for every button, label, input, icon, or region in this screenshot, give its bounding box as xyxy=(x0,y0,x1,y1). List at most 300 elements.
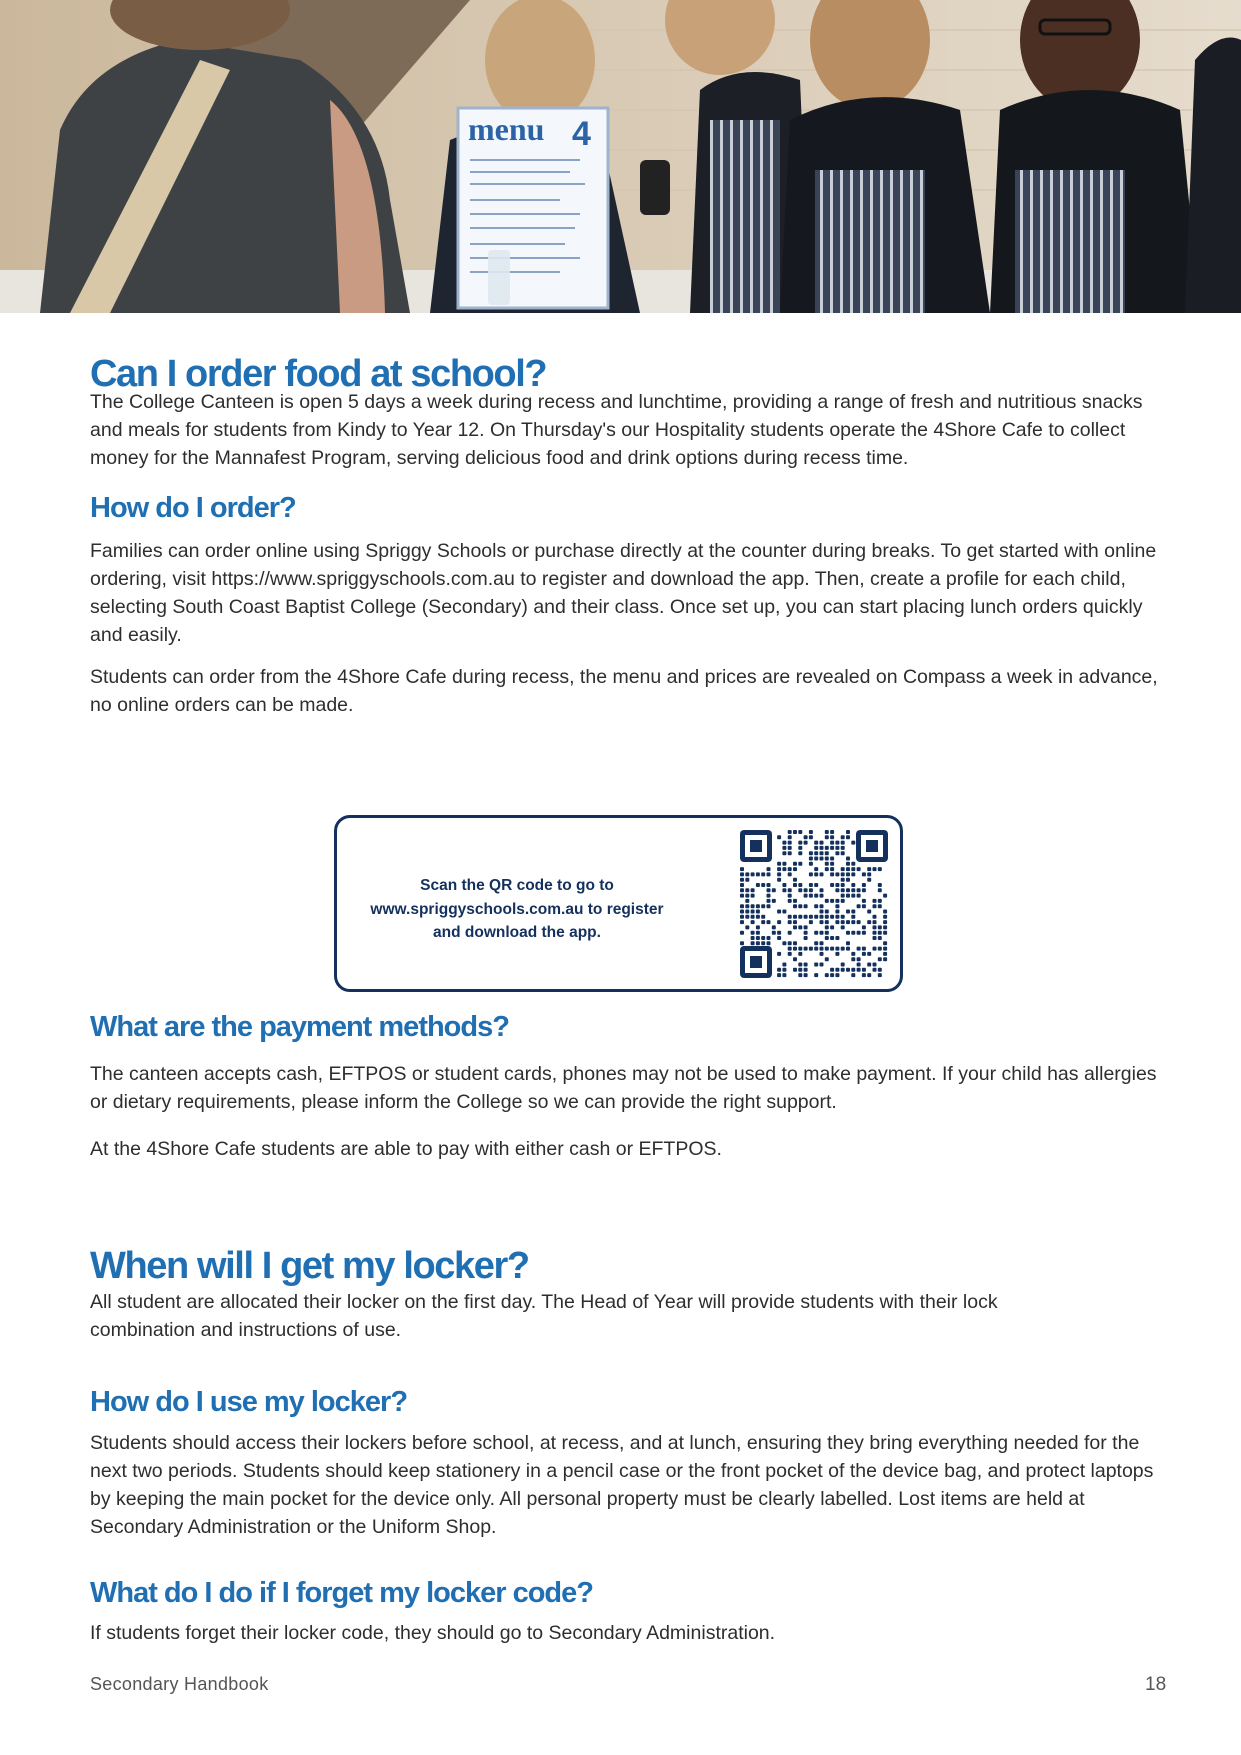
qr-module xyxy=(804,904,808,908)
qr-module xyxy=(835,846,839,850)
qr-module xyxy=(756,915,760,919)
qr-module xyxy=(835,968,839,972)
qr-module xyxy=(820,910,824,914)
qr-module xyxy=(857,931,861,935)
qr-module xyxy=(857,963,861,967)
qr-module xyxy=(740,920,744,924)
heading-forget-locker-code: What do I do if I forget my locker code? xyxy=(90,1577,593,1609)
qr-module xyxy=(756,925,760,929)
qr-module xyxy=(867,878,871,882)
heading-payment-methods: What are the payment methods? xyxy=(90,1011,509,1043)
qr-module xyxy=(841,915,845,919)
qr-module xyxy=(835,973,839,977)
qr-module xyxy=(740,941,744,945)
qr-module xyxy=(835,888,839,892)
qr-module xyxy=(878,925,882,929)
qr-module xyxy=(772,931,776,935)
qr-module xyxy=(745,915,749,919)
qr-module xyxy=(873,936,877,940)
qr-module xyxy=(830,830,834,834)
qr-module xyxy=(804,841,808,845)
qr-module xyxy=(782,851,786,855)
qr-module xyxy=(867,867,871,871)
qr-module xyxy=(814,846,818,850)
qr-module xyxy=(809,872,813,876)
qr-module xyxy=(878,973,882,977)
qr-module xyxy=(883,920,887,924)
qr-module xyxy=(883,947,887,951)
qr-module xyxy=(883,952,887,956)
qr-module xyxy=(820,963,824,967)
qr-module xyxy=(873,899,877,903)
qr-module xyxy=(862,968,866,972)
qr-module xyxy=(745,872,749,876)
qr-module xyxy=(788,920,792,924)
qr-module xyxy=(878,936,882,940)
paragraph-4shore-ordering: Students can order from the 4Shore Cafe during recess, the menu and prices are revealed on Compass a week in advance, no online orders can be made. xyxy=(90,666,1158,716)
qr-module xyxy=(804,835,808,839)
qr-module xyxy=(804,915,808,919)
qr-module xyxy=(835,947,839,951)
qr-module xyxy=(820,915,824,919)
qr-module xyxy=(841,841,845,845)
qr-module xyxy=(830,936,834,940)
qr-module xyxy=(825,851,829,855)
qr-module xyxy=(835,904,839,908)
qr-module xyxy=(782,883,786,887)
qr-module xyxy=(835,883,839,887)
qr-module xyxy=(820,872,824,876)
qr-module xyxy=(857,904,861,908)
qr-module xyxy=(756,936,760,940)
qr-module xyxy=(820,851,824,855)
qr-module xyxy=(782,973,786,977)
qr-module xyxy=(814,963,818,967)
qr-module xyxy=(788,835,792,839)
paragraph-payment-options: The canteen accepts cash, EFTPOS or student cards, phones may not be used to make payment. If your child has allergies or dietary requirements, please inform the College so we can provide the right support. xyxy=(90,1063,1157,1113)
qr-module xyxy=(825,910,829,914)
qr-module xyxy=(830,872,834,876)
qr-module xyxy=(883,957,887,961)
heading-locker: When will I get my locker? xyxy=(90,1245,529,1287)
qr-module xyxy=(788,888,792,892)
qr-module xyxy=(793,830,797,834)
qr-module xyxy=(820,931,824,935)
qr-module xyxy=(745,878,749,882)
qr-module xyxy=(814,915,818,919)
qr-module xyxy=(767,920,771,924)
qr-module xyxy=(761,872,765,876)
qr-module xyxy=(745,888,749,892)
qr-module xyxy=(862,872,866,876)
qr-module xyxy=(777,973,781,977)
qr-module xyxy=(825,862,829,866)
qr-module xyxy=(798,904,802,908)
qr-module xyxy=(883,910,887,914)
qr-module xyxy=(782,968,786,972)
qr-module xyxy=(814,973,818,977)
qr-module xyxy=(793,925,797,929)
qr-module xyxy=(835,920,839,924)
qr-module xyxy=(830,867,834,871)
qr-module xyxy=(767,872,771,876)
qr-module xyxy=(851,883,855,887)
qr-module xyxy=(841,835,845,839)
qr-module xyxy=(809,894,813,898)
qr-module xyxy=(793,947,797,951)
qr-module xyxy=(841,925,845,929)
qr-module xyxy=(777,872,781,876)
qr-module xyxy=(862,931,866,935)
qr-module xyxy=(740,904,744,908)
paragraph-4shore-payment: At the 4Shore Cafe students are able to pay with either cash or EFTPOS. xyxy=(90,1138,722,1160)
qr-module xyxy=(878,883,882,887)
qr-module xyxy=(761,941,765,945)
qr-module xyxy=(857,947,861,951)
qr-module xyxy=(777,968,781,972)
qr-module xyxy=(851,872,855,876)
qr-module xyxy=(751,931,755,935)
qr-module xyxy=(835,851,839,855)
qr-module xyxy=(862,904,866,908)
qr-module xyxy=(830,846,834,850)
qr-code-icon[interactable] xyxy=(740,830,888,978)
qr-module xyxy=(846,857,850,861)
qr-module xyxy=(809,947,813,951)
qr-module xyxy=(814,857,818,861)
qr-module xyxy=(788,931,792,935)
qr-module xyxy=(767,894,771,898)
qr-module xyxy=(846,941,850,945)
qr-module xyxy=(851,957,855,961)
qr-module xyxy=(862,973,866,977)
qr-module xyxy=(804,925,808,929)
qr-module xyxy=(825,915,829,919)
qr-module xyxy=(820,947,824,951)
paragraph-forget-code: If students forget their locker code, they should go to Secondary Administration. xyxy=(90,1622,776,1644)
qr-module xyxy=(788,872,792,876)
qr-module xyxy=(825,846,829,850)
qr-module xyxy=(793,920,797,924)
qr-module xyxy=(825,973,829,977)
qr-module xyxy=(804,894,808,898)
qr-module xyxy=(788,952,792,956)
qr-module xyxy=(835,899,839,903)
qr-module xyxy=(788,941,792,945)
qr-module xyxy=(767,941,771,945)
qr-module xyxy=(873,915,877,919)
qr-module xyxy=(878,888,882,892)
qr-module xyxy=(846,931,850,935)
qr-module xyxy=(751,915,755,919)
qr-module xyxy=(809,915,813,919)
qr-module xyxy=(751,941,755,945)
qr-module xyxy=(756,904,760,908)
qr-module xyxy=(878,899,882,903)
qr-module xyxy=(862,925,866,929)
qr-module xyxy=(767,904,771,908)
qr-module xyxy=(793,899,797,903)
qr-module xyxy=(867,920,871,924)
qr-module xyxy=(809,830,813,834)
qr-module xyxy=(788,846,792,850)
qr-module xyxy=(793,862,797,866)
qr-module xyxy=(751,904,755,908)
paragraph-locker-allocation: All student are allocated their locker on the first day. The Head of Year will provide students with their lock combination and instructions of use. xyxy=(90,1291,998,1341)
qr-module xyxy=(814,872,818,876)
qr-module xyxy=(767,899,771,903)
paragraph-ordering-online: Families can order online using Spriggy Schools or purchase directly at the counter during breaks. To get started with online ordering, visit https://www.spriggyschools.com.au to register and download the app. Then, create a profile for each child, selecting South Coast Baptist College (Secondary) and their class. Once set up, you can start placing lunch orders quickly and easily. xyxy=(90,540,1157,646)
qr-module xyxy=(782,888,786,892)
qr-module xyxy=(782,910,786,914)
qr-module xyxy=(788,841,792,845)
qr-module xyxy=(798,883,802,887)
heading-how-to-order: How do I order? xyxy=(90,492,296,524)
qr-module xyxy=(798,925,802,929)
qr-module xyxy=(851,920,855,924)
qr-module xyxy=(825,857,829,861)
qr-module xyxy=(830,947,834,951)
qr-module xyxy=(841,947,845,951)
qr-module xyxy=(820,920,824,924)
qr-module xyxy=(793,883,797,887)
qr-module xyxy=(756,910,760,914)
qr-module xyxy=(782,867,786,871)
qr-module xyxy=(825,925,829,929)
qr-module xyxy=(820,941,824,945)
qr-module xyxy=(814,841,818,845)
qr-module xyxy=(782,841,786,845)
qr-module xyxy=(740,883,744,887)
qr-module xyxy=(751,936,755,940)
qr-module xyxy=(798,851,802,855)
qr-module xyxy=(777,862,781,866)
qr-module xyxy=(740,894,744,898)
qr-module xyxy=(830,968,834,972)
qr-module xyxy=(740,910,744,914)
paragraph-canteen-intro: The College Canteen is open 5 days a week during recess and lunchtime, providing a range of fresh and nutritious snacks and meals for students from Kindy to Year 12. On Thursday's our Hospitality students operate the 4Shore Cafe to collect money for the Mannafest Program, serving delicious food and drink options during recess time. xyxy=(90,391,1143,469)
qr-module xyxy=(740,931,744,935)
qr-module xyxy=(857,957,861,961)
qr-module xyxy=(804,968,808,972)
canteen-photo-illustration xyxy=(0,0,1241,313)
qr-module xyxy=(788,899,792,903)
qr-module xyxy=(809,888,813,892)
qr-callout-box xyxy=(334,815,903,992)
qr-module xyxy=(761,915,765,919)
qr-module xyxy=(798,968,802,972)
qr-module xyxy=(830,883,834,887)
qr-module xyxy=(793,904,797,908)
qr-module xyxy=(814,867,818,871)
qr-module xyxy=(883,925,887,929)
qr-module xyxy=(851,968,855,972)
qr-module xyxy=(830,857,834,861)
qr-module xyxy=(851,841,855,845)
qr-module xyxy=(867,872,871,876)
qr-module xyxy=(841,963,845,967)
qr-module xyxy=(857,867,861,871)
qr-module xyxy=(830,925,834,929)
qr-module xyxy=(835,872,839,876)
qr-module xyxy=(825,830,829,834)
qr-module xyxy=(809,857,813,861)
qr-module xyxy=(767,936,771,940)
qr-module xyxy=(851,910,855,914)
qr-module xyxy=(873,867,877,871)
qr-module xyxy=(793,968,797,972)
qr-module xyxy=(772,888,776,892)
qr-module xyxy=(851,973,855,977)
qr-module xyxy=(846,888,850,892)
qr-module xyxy=(841,899,845,903)
qr-module xyxy=(782,846,786,850)
qr-module xyxy=(841,883,845,887)
qr-module xyxy=(788,915,792,919)
qr-module xyxy=(798,888,802,892)
qr-module xyxy=(820,841,824,845)
qr-module xyxy=(798,841,802,845)
qr-module xyxy=(878,957,882,961)
qr-module xyxy=(740,872,744,876)
qr-module xyxy=(798,973,802,977)
qr-module xyxy=(830,973,834,977)
qr-module xyxy=(883,894,887,898)
qr-module xyxy=(846,968,850,972)
qr-module xyxy=(756,941,760,945)
qr-module xyxy=(777,952,781,956)
qr-module xyxy=(820,846,824,850)
heading-use-locker: How do I use my locker? xyxy=(90,1386,408,1418)
qr-module xyxy=(788,947,792,951)
qr-module xyxy=(825,867,829,871)
qr-module xyxy=(751,888,755,892)
qr-module xyxy=(857,888,861,892)
qr-module xyxy=(782,963,786,967)
qr-module xyxy=(862,947,866,951)
qr-module xyxy=(841,867,845,871)
qr-module xyxy=(745,894,749,898)
qr-module xyxy=(740,867,744,871)
qr-module xyxy=(745,904,749,908)
qr-module xyxy=(841,878,845,882)
qr-module xyxy=(740,878,744,882)
qr-module xyxy=(814,904,818,908)
qr-module xyxy=(804,973,808,977)
menu-sign-text: menu xyxy=(468,111,545,147)
qr-module xyxy=(809,835,813,839)
qr-module xyxy=(862,883,866,887)
qr-module xyxy=(851,915,855,919)
qr-module xyxy=(851,952,855,956)
hero-photo xyxy=(0,0,1241,313)
qr-module xyxy=(825,947,829,951)
qr-module xyxy=(772,925,776,929)
qr-module xyxy=(820,888,824,892)
menu-sign-logo: 4 xyxy=(572,115,591,153)
qr-module xyxy=(798,952,802,956)
qr-module xyxy=(804,963,808,967)
qr-module xyxy=(793,915,797,919)
qr-module xyxy=(798,963,802,967)
qr-module xyxy=(814,947,818,951)
qr-module xyxy=(788,867,792,871)
qr-module xyxy=(798,862,802,866)
qr-module xyxy=(857,894,861,898)
qr-module xyxy=(841,888,845,892)
qr-module xyxy=(841,872,845,876)
qr-module xyxy=(745,899,749,903)
qr-module xyxy=(782,941,786,945)
qr-module xyxy=(846,894,850,898)
qr-module xyxy=(873,904,877,908)
qr-module xyxy=(846,867,850,871)
qr-module xyxy=(825,920,829,924)
qr-module xyxy=(820,894,824,898)
qr-module xyxy=(878,931,882,935)
qr-module xyxy=(814,851,818,855)
qr-module xyxy=(820,952,824,956)
qr-module xyxy=(793,867,797,871)
qr-module xyxy=(846,920,850,924)
qr-module xyxy=(767,888,771,892)
qr-module xyxy=(835,915,839,919)
qr-module xyxy=(873,947,877,951)
qr-module xyxy=(756,931,760,935)
qr-module xyxy=(804,888,808,892)
qr-module xyxy=(756,883,760,887)
qr-module xyxy=(745,910,749,914)
qr-module xyxy=(867,910,871,914)
qr-module xyxy=(862,899,866,903)
qr-module xyxy=(851,867,855,871)
qr-module xyxy=(820,857,824,861)
qr-module xyxy=(751,894,755,898)
qr-module xyxy=(873,931,877,935)
qr-module xyxy=(777,936,781,940)
qr-module xyxy=(883,931,887,935)
qr-module xyxy=(777,835,781,839)
qr-module xyxy=(777,878,781,882)
qr-module xyxy=(798,947,802,951)
qr-module xyxy=(804,947,808,951)
qr-module xyxy=(846,947,850,951)
qr-module xyxy=(825,899,829,903)
qr-module xyxy=(830,899,834,903)
qr-module xyxy=(846,872,850,876)
qr-module xyxy=(878,904,882,908)
qr-module xyxy=(814,941,818,945)
qr-module xyxy=(777,920,781,924)
qr-module xyxy=(883,941,887,945)
qr-module xyxy=(841,968,845,972)
qr-module xyxy=(756,872,760,876)
paragraph-locker-usage: Students should access their lockers before school, at recess, and at lunch, ensuring they bring everything needed for the next two periods. Students should keep stationery in a pencil case or the front pocket of the device bag, and protect laptops by keeping the main pocket for the device only. All personal property must be clearly labelled. Lost items are held at Secondary Administration or the Uniform Shop. xyxy=(90,1432,1154,1538)
qr-module xyxy=(846,830,850,834)
qr-module xyxy=(825,931,829,935)
qr-module xyxy=(798,915,802,919)
qr-module xyxy=(777,867,781,871)
qr-module xyxy=(820,904,824,908)
qr-module xyxy=(740,915,744,919)
qr-module xyxy=(809,883,813,887)
qr-module xyxy=(841,846,845,850)
qr-module xyxy=(798,846,802,850)
qr-module xyxy=(851,894,855,898)
qr-module xyxy=(761,904,765,908)
qr-module xyxy=(867,973,871,977)
qr-module xyxy=(851,888,855,892)
